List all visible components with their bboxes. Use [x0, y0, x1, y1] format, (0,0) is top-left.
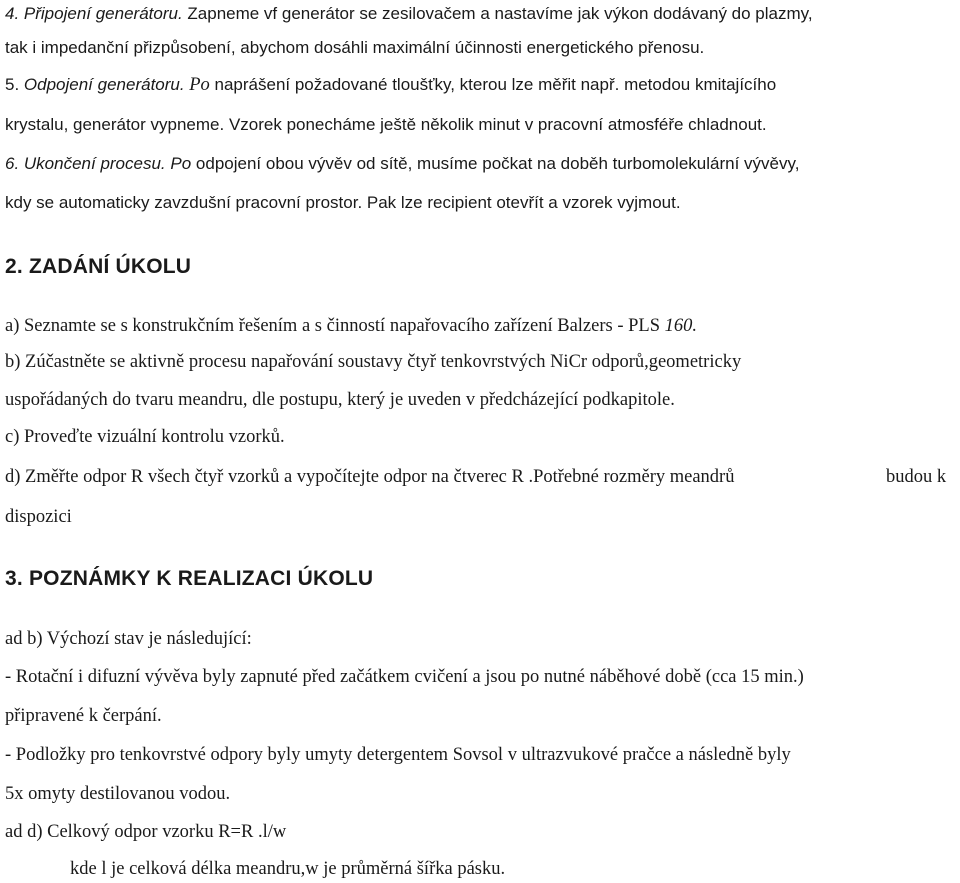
- step5-title: Odpojení generátoru.: [19, 75, 185, 94]
- task-d-line1: [5, 465, 734, 489]
- step6-po: Po: [165, 154, 192, 173]
- step5-line1: [5, 73, 776, 97]
- step4-text: Zapneme vf generátor se zesilovačem a nastavíme jak výkon dodávaný do plazmy,: [182, 4, 813, 23]
- task-d-line1-end: budou k: [886, 467, 947, 487]
- task-c: c) Proveďte vizuální kontrolu vzorků.: [5, 427, 285, 447]
- note-bullet1-line2: připravené k čerpání.: [5, 706, 162, 726]
- task-a-model: 160.: [660, 316, 698, 336]
- step4-line2: tak i impedanční přizpůsobení, abychom dosáhli maximální účinnosti energetického přenosu.: [5, 38, 705, 57]
- step4-title: 4. Připojení generátoru.: [5, 4, 183, 23]
- step6-line1: [5, 152, 799, 176]
- step6-text: odpojení obou vývěv od sítě, musíme počkat na doběh turbomolekulární vývěvy,: [191, 154, 800, 173]
- step5-number: 5.: [5, 75, 20, 94]
- section3-heading: 3. POZNÁMKY K REALIZACI ÚKOLU: [5, 567, 374, 590]
- task-a: [5, 314, 697, 338]
- step4-line1: [5, 2, 813, 26]
- task-d-line2: dispozici: [5, 507, 72, 527]
- task-d-text: d) Změřte odpor R všech čtyř vzorků a vypočítejte odpor na čtverec R .Potřebné rozměry meandrů: [5, 467, 735, 487]
- step6-title: 6. Ukončení procesu.: [5, 154, 166, 173]
- step5-line2: krystalu, generátor vypneme. Vzorek ponecháme ještě několik minut v pracovní atmosféře chladnout.: [5, 115, 767, 134]
- note-ad-d-explanation: kde l je celková délka meandru,w je průměrná šířka pásku.: [70, 859, 506, 879]
- section2-heading: 2. ZADÁNÍ ÚKOLU: [5, 255, 192, 278]
- note-bullet2-line2: 5x omyty destilovanou vodou.: [5, 784, 231, 804]
- step5-po: Po: [184, 75, 210, 95]
- step5-text: naprášení požadované tloušťky, kterou lze měřit např. metodou kmitajícího: [209, 75, 777, 94]
- task-b-line2: uspořádaných do tvaru meandru, dle postupu, který je uveden v předcházející podkapitole.: [5, 390, 675, 410]
- task-a-text: a) Seznamte se s konstrukčním řešením a s činností napařovacího zařízení Balzers - PLS: [5, 316, 661, 336]
- note-ad-d: ad d) Celkový odpor vzorku R=R .l/w: [5, 822, 287, 842]
- step6-line2: kdy se automaticky zavzdušní pracovní prostor. Pak lze recipient otevřít a vzorek vyjmout.: [5, 193, 681, 212]
- note-bullet1-line1: - Rotační i difuzní vývěva byly zapnuté před začátkem cvičení a jsou po nutné náběhové době (cca 15 min.): [5, 667, 804, 687]
- task-b-line1: b) Zúčastněte se aktivně procesu napařování soustavy čtyř tenkovrstvých NiCr odporů,geometricky: [5, 352, 742, 372]
- note-bullet2-line1: - Podložky pro tenkovrstvé odpory byly umyty detergentem Sovsol v ultrazvukové pračce a následně byly: [5, 745, 791, 765]
- note-ad-b: ad b) Výchozí stav je následující:: [5, 629, 252, 649]
